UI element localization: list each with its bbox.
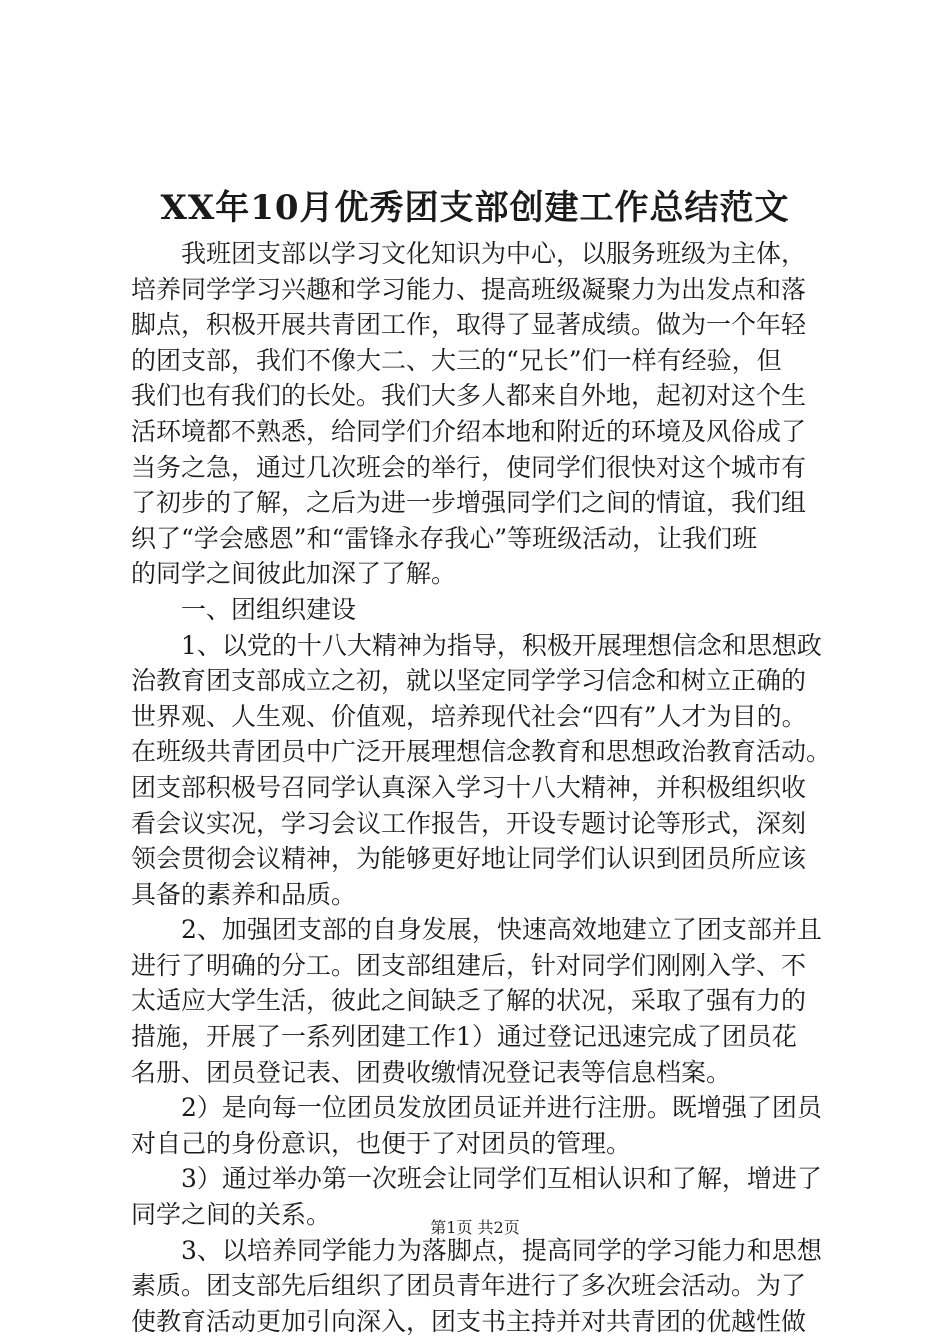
body-line: 脚点，积极开展共青团工作，取得了显著成绩。做为一个年轻 [131,310,807,340]
body-line: 进行了明确的分工。团支部组建后，针对同学们刚刚入学、不 [131,950,807,980]
body-line: 织了“学会感恩”和“雷锋永存我心”等班级活动，让我们班 [131,523,758,553]
body-line: 领会贯彻会议精神，为能够更好地让同学们认识到团员所应该 [131,844,807,874]
body-line: 同学之间的关系。 [131,1200,332,1230]
body-line: 治教育团支部成立之初，就以坚定同学学习信念和树立正确的 [131,666,807,696]
body-line: 团支部积极号召同学认真深入学习十八大精神，并积极组织收 [131,772,807,802]
body-line: 的同学之间彼此加深了了解。 [131,559,457,589]
body-line: 措施，开展了一系列团建工作1）通过登记迅速完成了团员花 [131,1022,797,1052]
body-line: 2、加强团支部的自身发展，快速高效地建立了团支部并且 [131,915,822,945]
body-line: 1、以党的十八大精神为指导，积极开展理想信念和思想政 [131,630,822,660]
body-line: 名册、团员登记表、团费收缴情况登记表等信息档案。 [131,1057,732,1087]
page-number-footer: 第1页 共2页 [430,1218,520,1237]
body-line: 看会议实况，学习会议工作报告，开设专题讨论等形式，深刻 [131,808,807,838]
body-line: 活环境都不熟悉，给同学们介绍本地和附近的环境及风俗成了 [131,416,807,446]
body-line: 太适应大学生活，彼此之间缺乏了解的状况，采取了强有力的 [131,986,807,1016]
document-title: XX年10月优秀团支部创建工作总结范文 [160,188,790,228]
body-line: 的团支部，我们不像大二、大三的“兄长”们一样有经验，但 [131,345,782,375]
body-line: 3）通过举办第一次班会让同学们互相认识和了解，增进了 [131,1164,822,1194]
body-line: 世界观、人生观、价值观，培养现代社会“四有”人才为目的。 [131,701,807,731]
body-line: 具备的素养和品质。 [131,879,357,909]
section-heading: 一、团组织建设 [131,594,357,624]
body-line: 在班级共青团员中广泛开展理想信念教育和思想政治教育活动。 [131,737,831,767]
body-line: 我班团支部以学习文化知识为中心，以服务班级为主体， [131,239,807,268]
body-line: 当务之急，通过几次班会的举行，使同学们很快对这个城市有 [131,452,807,482]
body-line: 3、以培养同学能力为落脚点，提高同学的学习能力和思想 [131,1235,822,1265]
body-line: 对自己的身份意识，也便于了对团员的管理。 [131,1128,632,1158]
body-line: 了初步的了解，之后为进一步增强同学们之间的情谊，我们组 [131,488,807,518]
body-line: 2）是向每一位团员发放团员证并进行注册。既增强了团员 [131,1093,822,1123]
body-line: 我们也有我们的长处。我们大多人都来自外地，起初对这个生 [131,381,807,411]
body-line: 培养同学学习兴趣和学习能力、提高班级凝聚力为出发点和落 [131,274,807,304]
body-line: 使教育活动更加引向深入，团支书主持并对共青团的优越性做 [131,1306,807,1336]
document-body [131,236,831,1339]
body-line: 素质。团支部先后组织了团员青年进行了多次班会活动。为了 [131,1271,807,1301]
